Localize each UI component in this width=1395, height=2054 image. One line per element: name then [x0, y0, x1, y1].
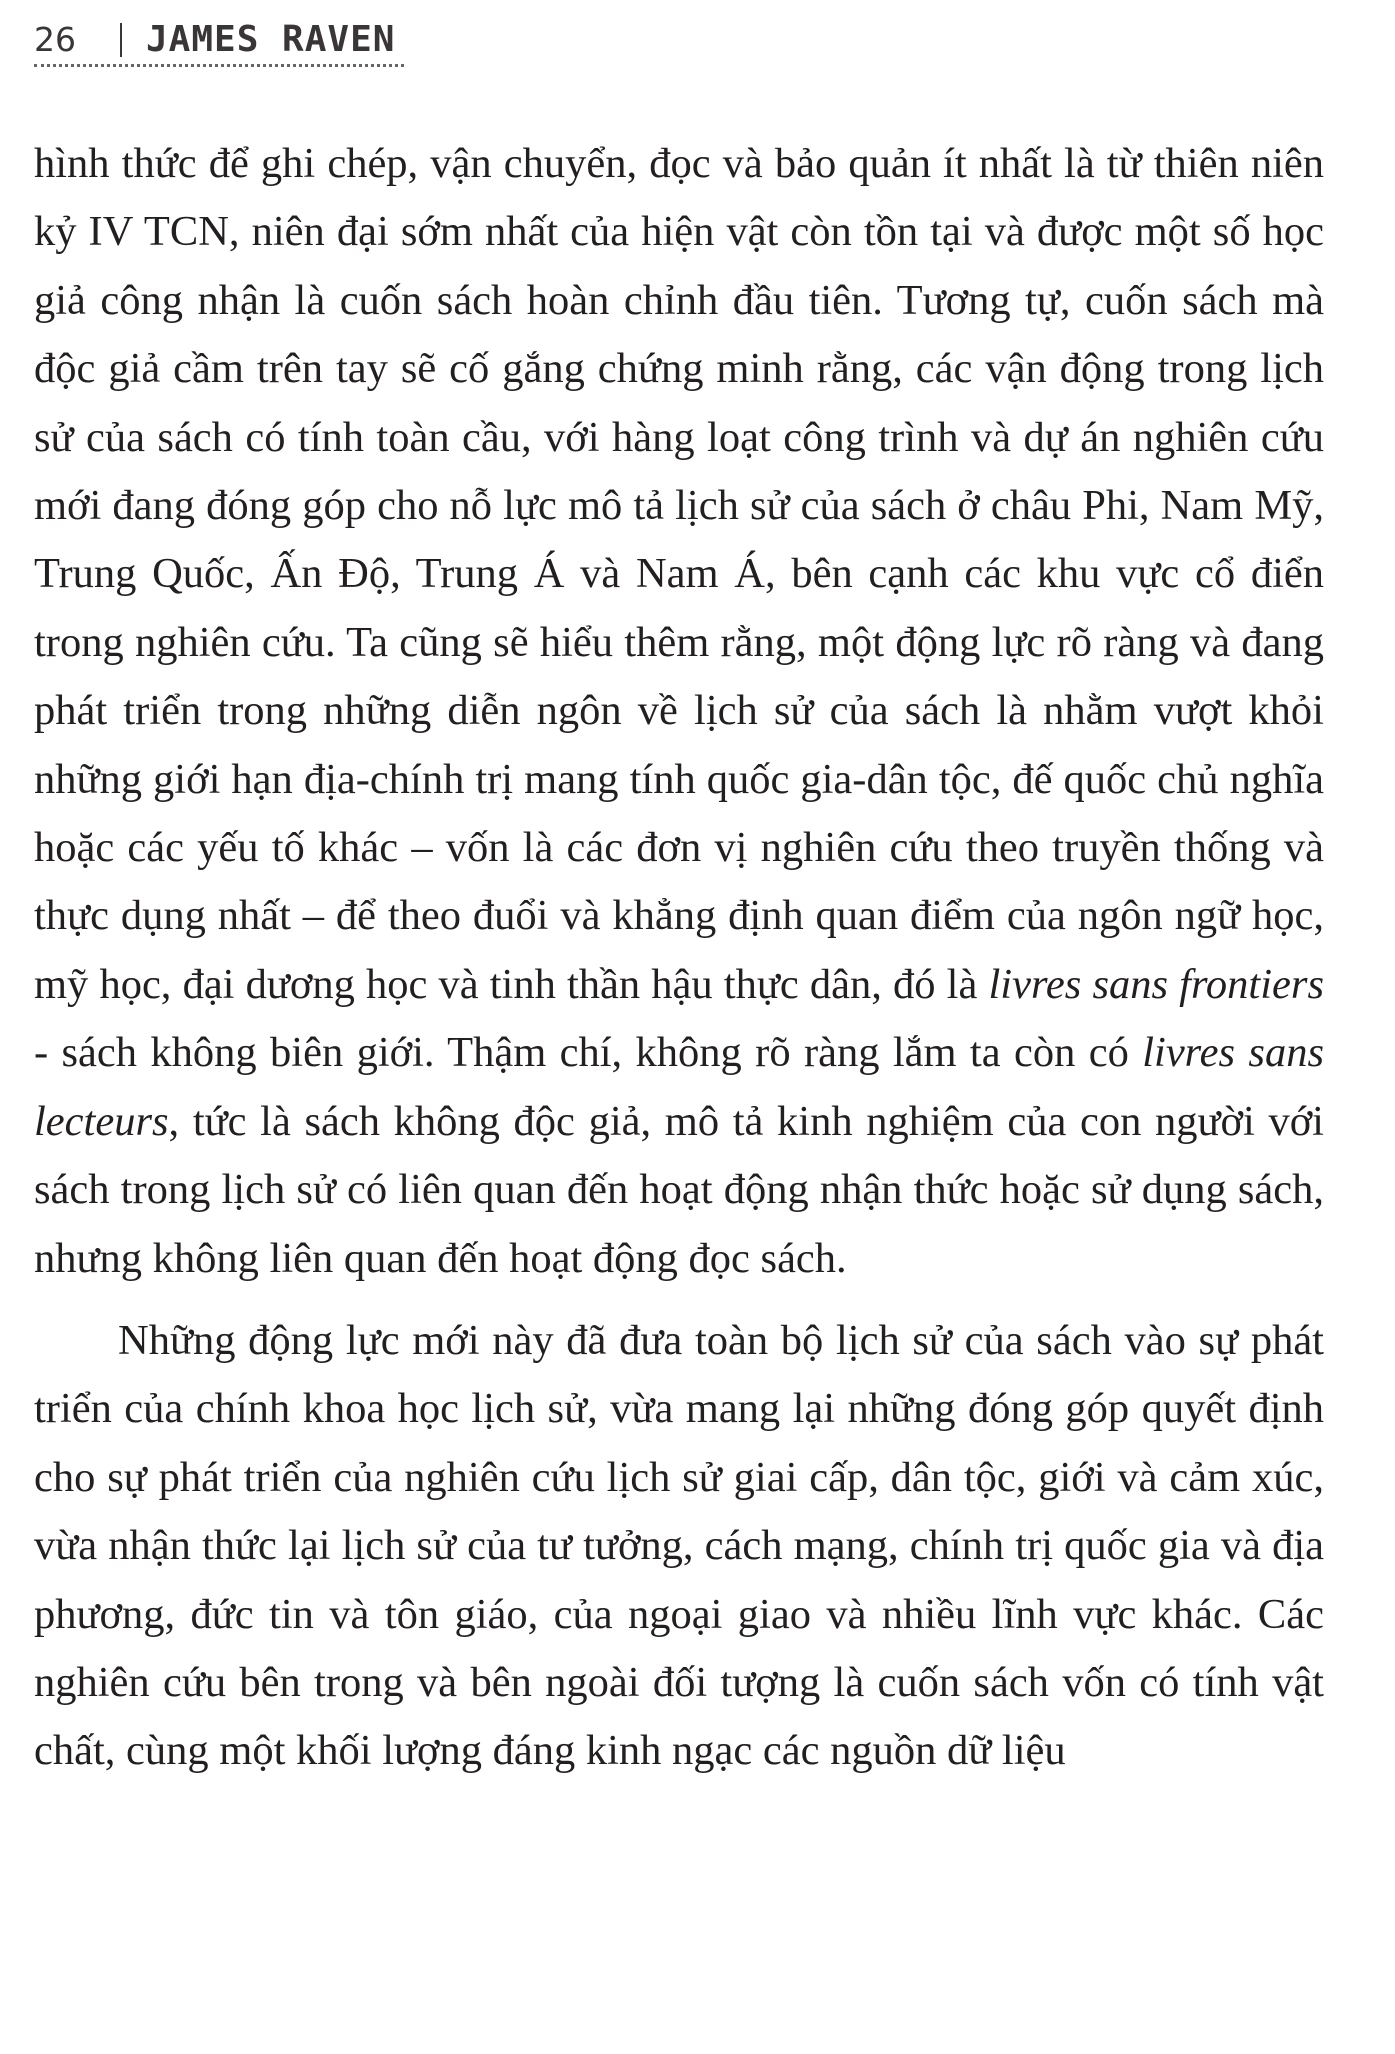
header-separator: [120, 23, 122, 57]
body-text: [34, 130, 1324, 1786]
paragraph-1-italic-phrase-2: livres sans lecteurs: [34, 1029, 1324, 1145]
paragraph-1-italic-phrase-1: livres sans frontiers: [988, 960, 1324, 1008]
page-number: 26: [34, 20, 76, 59]
running-header: [34, 8, 404, 70]
paragraph-1-part-3: , tức là sách không độc giả, mô tả kinh nghiệm của con người với sách trong lịch sử có liên quan đến hoạt động nhận thức hoặc sử dụng sách, nhưng không liên quan đến hoạt động đọc sách.: [34, 1097, 1324, 1282]
header-dotted-rule: [34, 64, 404, 67]
paragraph-1-part-2: - sách không biên giới. Thậm chí, không rõ ràng lắm ta còn có: [34, 1029, 1143, 1077]
paragraph-2: Những động lực mới này đã đưa toàn bộ lịch sử của sách vào sự phát triển của chính khoa học lịch sử, vừa mang lại những đóng góp quyết định cho sự phát triển của nghiên cứu lịch sử giai cấp, dân tộc, giới và cảm xúc, vừa nhận thức lại lịch sử của tư tưởng, cách mạng, chính trị quốc gia và địa phương, đức tin và tôn giáo, của ngoại giao và nhiều lĩnh vực khác. Các nghiên cứu bên trong và bên ngoài đối tượng là cuốn sách vốn có tính vật chất, cùng một khối lượng đáng kinh ngạc các nguồn dữ liệu: [34, 1316, 1324, 1775]
paragraph-1: [34, 130, 1324, 1293]
paragraph-1-part-1: hình thức để ghi chép, vận chuyển, đọc và bảo quản ít nhất là từ thiên niên kỷ IV TCN, niên đại sớm nhất của hiện vật còn tồn tại và được một số học giả công nhận là cuốn sách hoàn chỉnh đầu tiên. Tương tự, cuốn sách mà độc giả cầm trên tay sẽ cố gắng chứng minh rằng, các vận động trong lịch sử của sách có tính toàn cầu, với hàng loạt công trình và dự án nghiên cứu mới đang đóng góp cho nỗ lực mô tả lịch sử của sách ở châu Phi, Nam Mỹ, Trung Quốc, Ấn Độ, Trung Á và Nam Á, bên cạnh các khu vực cổ điển trong nghiên cứu. Ta cũng sẽ hiểu thêm rằng, một động lực rõ ràng và đang phát triển trong những diễn ngôn về lịch sử của sách là nhằm vượt khỏi những giới hạn địa-chính trị mang tính quốc gia-dân tộc, đế quốc chủ nghĩa hoặc các yếu tố khác – vốn là các đơn vị nghiên cứu theo truyền thống và thực dụng nhất – để theo đuổi và khẳng định quan điểm của ngôn ngữ học, mỹ học, đại dương học và tinh thần hậu thực dân, đó là: [34, 140, 1324, 1008]
running-header-author: JAMES RAVEN: [146, 19, 396, 60]
